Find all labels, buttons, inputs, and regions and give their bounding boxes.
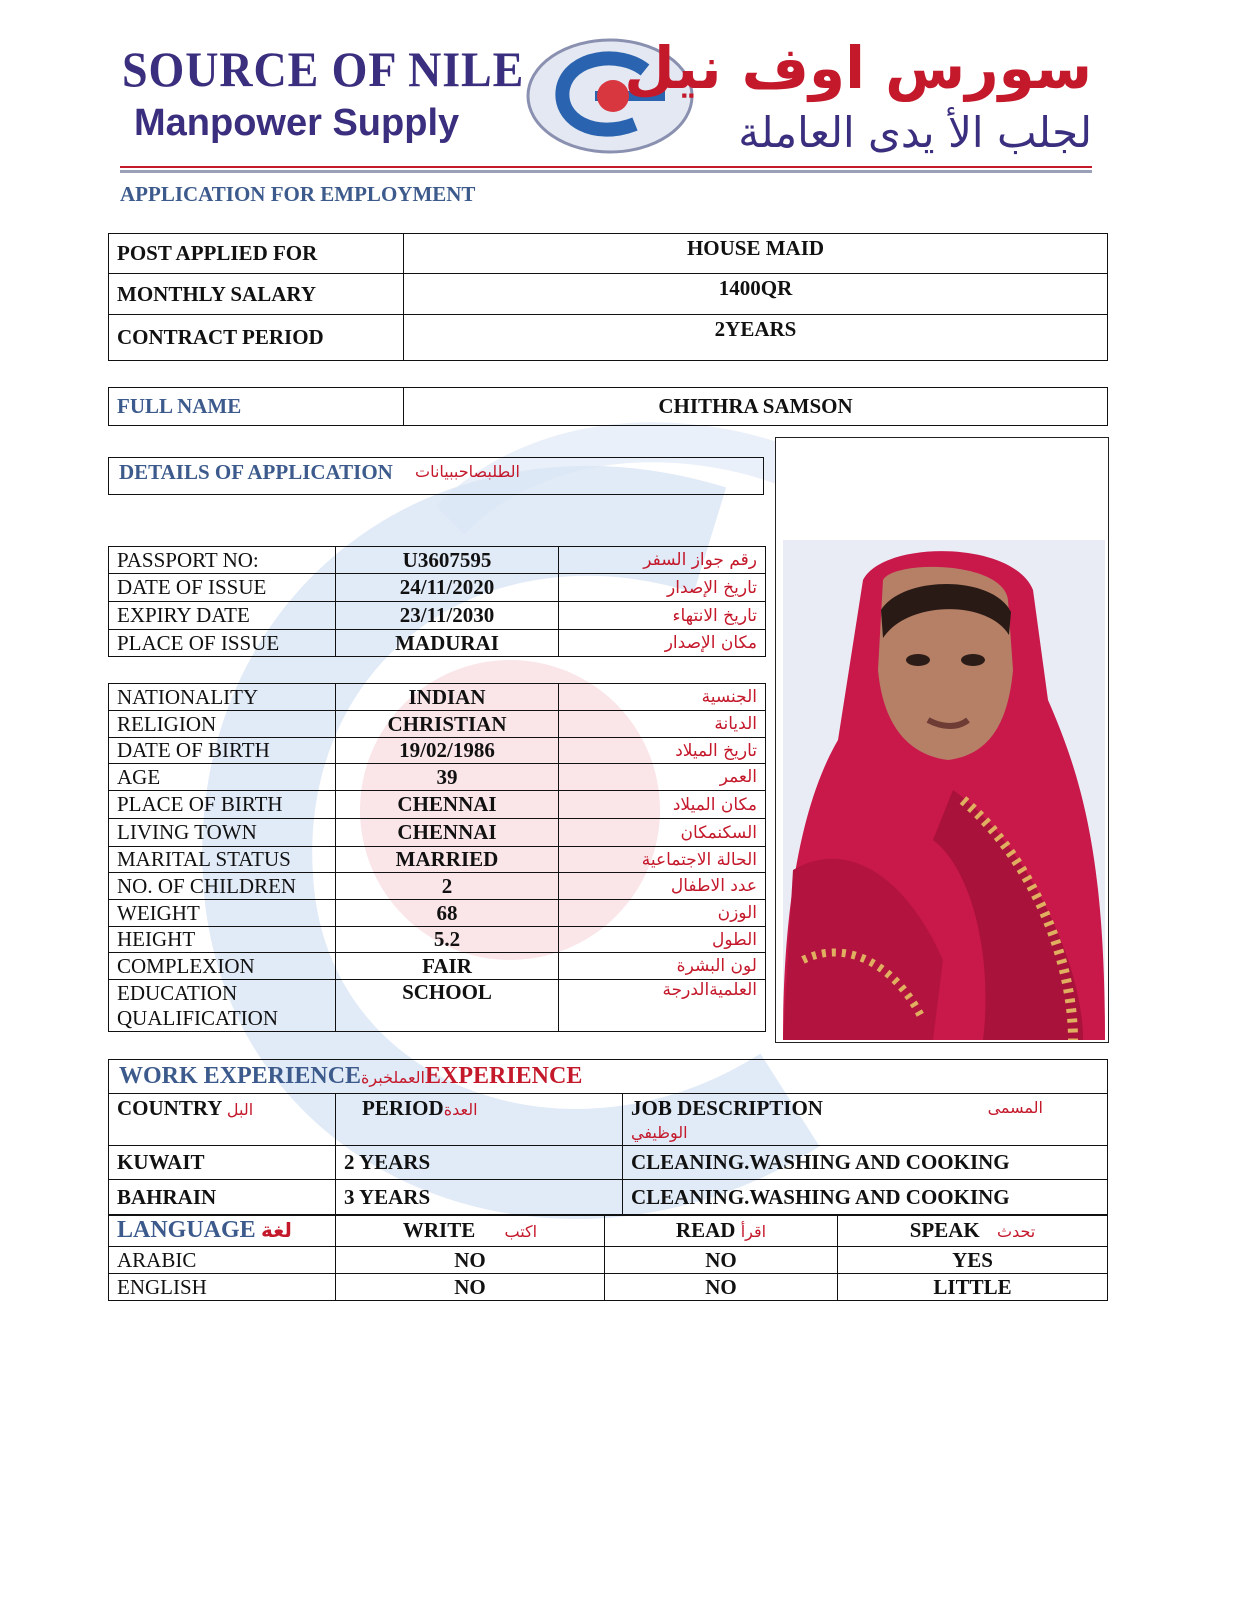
language-row-write: NO	[336, 1274, 605, 1301]
language-row-speak: YES	[838, 1247, 1108, 1274]
col-job-arabic-1: المسمى	[987, 1098, 1043, 1117]
field-label: COMPLEXION	[109, 953, 336, 980]
salary-value: 1400QR	[404, 274, 1108, 315]
table-row	[109, 847, 766, 873]
field-label: PASSPORT NO:	[109, 547, 336, 574]
col-job	[623, 1094, 1108, 1146]
language-table	[108, 1214, 1108, 1301]
full-name-label: FULL NAME	[109, 388, 404, 426]
field-label: PLACE OF BIRTH	[109, 791, 336, 819]
header-divider-grey	[120, 170, 1092, 173]
details-heading: DETAILS OF APPLICATION	[119, 460, 393, 484]
field-label: NATIONALITY	[109, 684, 336, 711]
col-speak-arabic: تحدث	[997, 1222, 1036, 1241]
language-row-name: ARABIC	[109, 1247, 336, 1274]
language-row-speak: LITTLE	[838, 1274, 1108, 1301]
field-value: 23/11/2030	[336, 602, 559, 630]
table-row	[109, 574, 766, 602]
table-row	[109, 953, 766, 980]
table-row	[109, 738, 766, 764]
field-label: DATE OF ISSUE	[109, 574, 336, 602]
field-value: MARRIED	[336, 847, 559, 873]
field-label-line1: EDUCATION	[117, 980, 238, 1005]
applicant-photo	[783, 540, 1105, 1040]
col-speak	[838, 1215, 1108, 1247]
field-label: HEIGHT	[109, 927, 336, 953]
brand-name-arabic: سورس اوف نيل	[624, 34, 1092, 102]
work-row-period: 3 YEARS	[336, 1180, 623, 1216]
field-value: CHENNAI	[336, 819, 559, 847]
col-country	[109, 1094, 336, 1146]
field-value: 5.2	[336, 927, 559, 953]
field-label-arabic: لون البشرة	[559, 953, 766, 980]
language-row-write: NO	[336, 1247, 605, 1274]
col-write-label: WRITE	[402, 1218, 476, 1242]
field-value: 24/11/2020	[336, 574, 559, 602]
work-row-country: KUWAIT	[109, 1146, 336, 1180]
col-period	[336, 1094, 623, 1146]
language-heading	[109, 1215, 336, 1247]
col-read-label: READ	[675, 1218, 736, 1242]
table-row	[109, 547, 766, 574]
details-heading-box	[108, 457, 764, 495]
field-value: 68	[336, 900, 559, 927]
work-experience-table	[108, 1059, 1108, 1216]
col-speak-label: SPEAK	[909, 1218, 980, 1242]
work-row-job: CLEANING.WASHING AND COOKING	[623, 1180, 1108, 1216]
col-read	[605, 1215, 838, 1247]
work-experience-title-arabic: العملخبرة	[361, 1068, 425, 1087]
field-label-arabic: مكان الميلاد	[559, 791, 766, 819]
field-label-arabic: رقم جواز السفر	[559, 547, 766, 574]
table-row	[109, 711, 766, 738]
field-value: 2	[336, 873, 559, 900]
field-label-arabic: الجنسية	[559, 684, 766, 711]
language-title: LANGUAGE	[117, 1217, 256, 1243]
field-value: CHRISTIAN	[336, 711, 559, 738]
table-row	[109, 764, 766, 791]
field-value: INDIAN	[336, 684, 559, 711]
field-label: NO. OF CHILDREN	[109, 873, 336, 900]
field-label-arabic: العلميةالدرجة	[559, 980, 766, 1032]
col-job-label: JOB DESCRIPTION	[631, 1096, 823, 1120]
field-label-arabic: تاريخ الانتهاء	[559, 602, 766, 630]
full-name-value: CHITHRA SAMSON	[404, 388, 1108, 426]
field-value: U3607595	[336, 547, 559, 574]
field-label: AGE	[109, 764, 336, 791]
work-experience-title: WORK EXPERIENCE	[119, 1063, 362, 1089]
post-table	[108, 233, 1108, 361]
col-write-arabic: اكتب	[504, 1222, 538, 1241]
col-country-label: COUNTRY	[117, 1096, 222, 1120]
field-label: RELIGION	[109, 711, 336, 738]
col-country-arabic: البل	[226, 1100, 254, 1119]
work-experience-title-2: EXPERIENCE	[424, 1063, 583, 1089]
personal-table	[108, 683, 766, 1032]
table-row	[109, 873, 766, 900]
field-value: CHENNAI	[336, 791, 559, 819]
field-label-arabic: تاريخ الميلاد	[559, 738, 766, 764]
table-row	[109, 684, 766, 711]
table-row	[109, 602, 766, 630]
language-row-read: NO	[605, 1247, 838, 1274]
salary-label: MONTHLY SALARY	[109, 274, 404, 315]
header-divider	[120, 166, 1092, 168]
col-read-arabic: اقرأ	[740, 1222, 767, 1241]
field-label: LIVING TOWN	[109, 819, 336, 847]
field-label-arabic: العمر	[559, 764, 766, 791]
field-value: MADURAI	[336, 630, 559, 657]
field-label: PLACE OF ISSUE	[109, 630, 336, 657]
brand-subtitle-arabic: لجلب الأ يدى العاملة	[738, 108, 1092, 157]
contract-value: 2YEARS	[404, 315, 1108, 361]
col-period-label: PERIOD	[362, 1096, 444, 1120]
field-value: 19/02/1986	[336, 738, 559, 764]
field-label: EXPIRY DATE	[109, 602, 336, 630]
field-label-arabic: الطول	[559, 927, 766, 953]
field-label: MARITAL STATUS	[109, 847, 336, 873]
field-label-arabic: الحالة الاجتماعية	[559, 847, 766, 873]
field-label-arabic: الوزن	[559, 900, 766, 927]
field-label-line2: QUALIFICATION	[117, 1005, 278, 1030]
field-label-arabic: مكان الإصدار	[559, 630, 766, 657]
work-row-country: BAHRAIN	[109, 1180, 336, 1216]
table-row	[109, 630, 766, 657]
field-label	[109, 980, 336, 1032]
work-row-job: CLEANING.WASHING AND COOKING	[623, 1146, 1108, 1180]
field-value: 39	[336, 764, 559, 791]
field-label-arabic: عدد الاطفال	[559, 873, 766, 900]
col-job-arabic-2: الوظيفي	[631, 1123, 688, 1142]
table-row	[109, 980, 766, 1032]
language-row-name: ENGLISH	[109, 1274, 336, 1301]
contract-label: CONTRACT PERIOD	[109, 315, 404, 361]
table-row	[109, 900, 766, 927]
full-name-table	[108, 387, 1108, 426]
language-row-read: NO	[605, 1274, 838, 1301]
field-value: FAIR	[336, 953, 559, 980]
details-heading-arabic: الطلبصاحببيانات	[415, 462, 520, 481]
language-title-arabic: لغة	[260, 1218, 292, 1242]
document-title: APPLICATION FOR EMPLOYMENT	[120, 182, 476, 206]
work-row-period: 2 YEARS	[336, 1146, 623, 1180]
field-label-arabic: تاريخ الإصدار	[559, 574, 766, 602]
post-value: HOUSE MAID	[404, 234, 1108, 274]
brand-subtitle-english: Manpower Supply	[134, 102, 460, 144]
field-label-arabic: الديانة	[559, 711, 766, 738]
brand-name-english: SOURCE OF NILE	[122, 41, 525, 97]
post-label: POST APPLIED FOR	[109, 234, 404, 274]
field-label-arabic: السكنمكان	[559, 819, 766, 847]
field-label: DATE OF BIRTH	[109, 738, 336, 764]
passport-table	[108, 546, 766, 657]
table-row	[109, 819, 766, 847]
table-row	[109, 927, 766, 953]
field-value: SCHOOL	[336, 980, 559, 1032]
table-row	[109, 791, 766, 819]
work-experience-heading	[109, 1060, 1108, 1094]
col-period-arabic: العدة	[443, 1100, 478, 1119]
col-write	[336, 1215, 605, 1247]
field-label: WEIGHT	[109, 900, 336, 927]
